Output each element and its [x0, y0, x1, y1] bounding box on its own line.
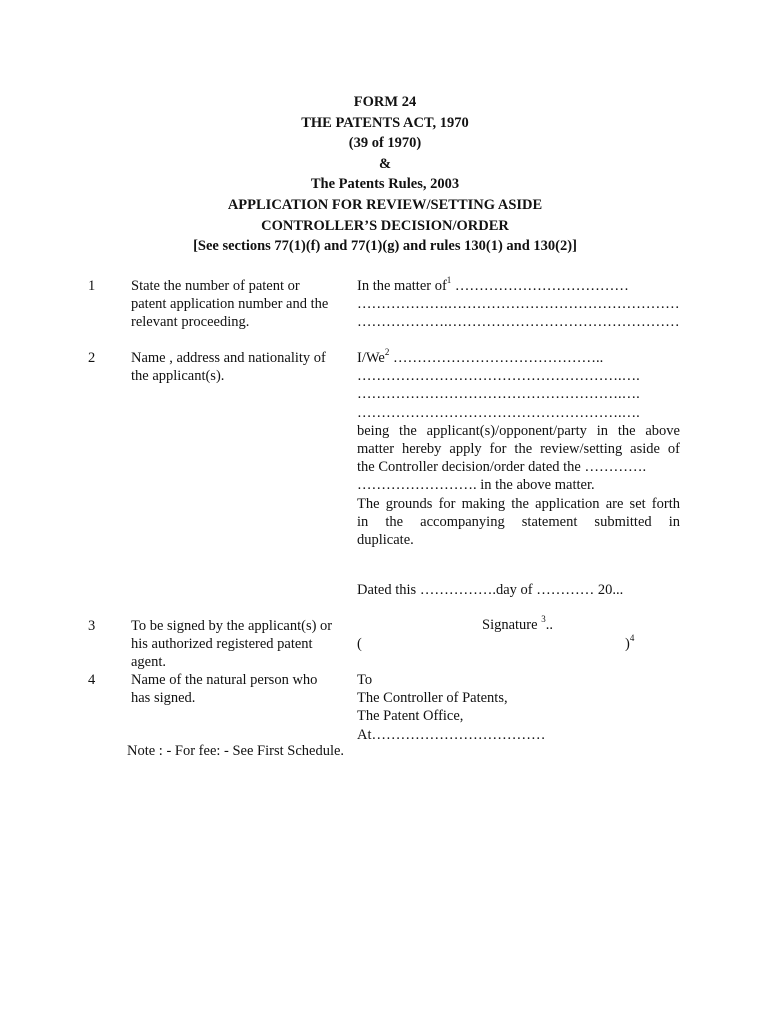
item-number: 1 [88, 278, 96, 294]
dotted-line: ……………….………………………………………… [357, 314, 680, 331]
item-label [131, 350, 326, 386]
dotted-line: ……………………………………………….…. [357, 386, 640, 403]
label-line: agent. [131, 653, 167, 670]
body-line: the Controller decision/order dated the …………. [357, 459, 647, 476]
dotted-fill: ……………………………… [451, 278, 629, 294]
body-line: The grounds for making the application are set forth [357, 495, 680, 512]
body-line: duplicate. [357, 531, 414, 548]
rules-title: The Patents Rules, 2003 [310, 176, 460, 193]
matter-prefix: In the matter of [357, 278, 447, 294]
name-paren-close [625, 633, 635, 653]
item-number: 4 [88, 672, 96, 688]
matter-line [357, 277, 680, 295]
body-line: ……………………. in the above matter. [357, 477, 595, 494]
dotted-line: ……………….………………………………………… [357, 296, 680, 313]
body-line: being the applicant(s)/opponent/party in the above [357, 422, 680, 439]
footnote-mark: 3 [541, 614, 546, 625]
body-line: in the accompanying statement submitted in [357, 513, 680, 530]
act-title: THE PATENTS ACT, 1970 [301, 114, 469, 131]
label-line: his authorized registered patent [131, 635, 313, 652]
label-line: Name , address and nationality of [131, 350, 326, 366]
body-line: matter hereby apply for the review/setting aside of [357, 440, 680, 457]
address-block [357, 671, 680, 744]
label-line: Name of the natural person who [131, 672, 318, 688]
applicant-line [357, 349, 680, 367]
form-header [0, 92, 770, 257]
form-number: FORM 24 [353, 94, 417, 110]
item-value [357, 277, 680, 332]
act-number: (39 of 1970) [348, 135, 422, 152]
address-line: To [357, 672, 373, 688]
label-line: To be signed by the applicant(s) or [131, 618, 333, 634]
paren-close: ) [625, 636, 630, 652]
fee-note: Note : - For fee: - See First Schedule. [127, 743, 345, 759]
footnote-mark: 4 [629, 633, 635, 644]
item-number: 2 [88, 350, 96, 366]
address-line: The Controller of Patents, [357, 690, 508, 707]
address-line: At……………………………… [357, 726, 546, 743]
label-line: relevant proceeding. [131, 313, 250, 330]
application-title: APPLICATION FOR REVIEW/SETTING ASIDE [227, 196, 543, 213]
label-line: State the number of patent or [131, 278, 300, 294]
label-line: the applicant(s). [131, 367, 225, 384]
footnote-mark: 1 [446, 275, 452, 286]
item-label [131, 278, 328, 331]
dated-line: Dated this …………….day of ………… 20... [357, 582, 624, 598]
address-line: The Patent Office, [357, 708, 464, 725]
item-value [357, 349, 680, 549]
ampersand: & [378, 155, 392, 172]
sections-reference: [See sections 77(1)(f) and 77(1)(g) and rules 130(1) and 130(2)] [193, 238, 577, 255]
signature-line [482, 614, 553, 634]
application-subtitle: CONTROLLER’S DECISION/ORDER [261, 217, 509, 234]
footnote-mark: 2 [384, 347, 390, 358]
name-paren-open: ( [357, 636, 362, 652]
dotted-line: ……………………………………………….…. [357, 368, 640, 385]
applicant-prefix: I/We [357, 350, 385, 366]
item-number: 3 [88, 618, 96, 634]
label-line: patent application number and the [131, 295, 329, 312]
signature-dots: .. [545, 617, 553, 633]
dotted-line: ……………………………………………….…. [357, 404, 640, 421]
dotted-fill: …………………………………….. [389, 350, 604, 366]
label-line: has signed. [131, 689, 196, 706]
item-label [131, 672, 317, 708]
signature-label: Signature [482, 617, 538, 633]
item-label [131, 618, 332, 671]
